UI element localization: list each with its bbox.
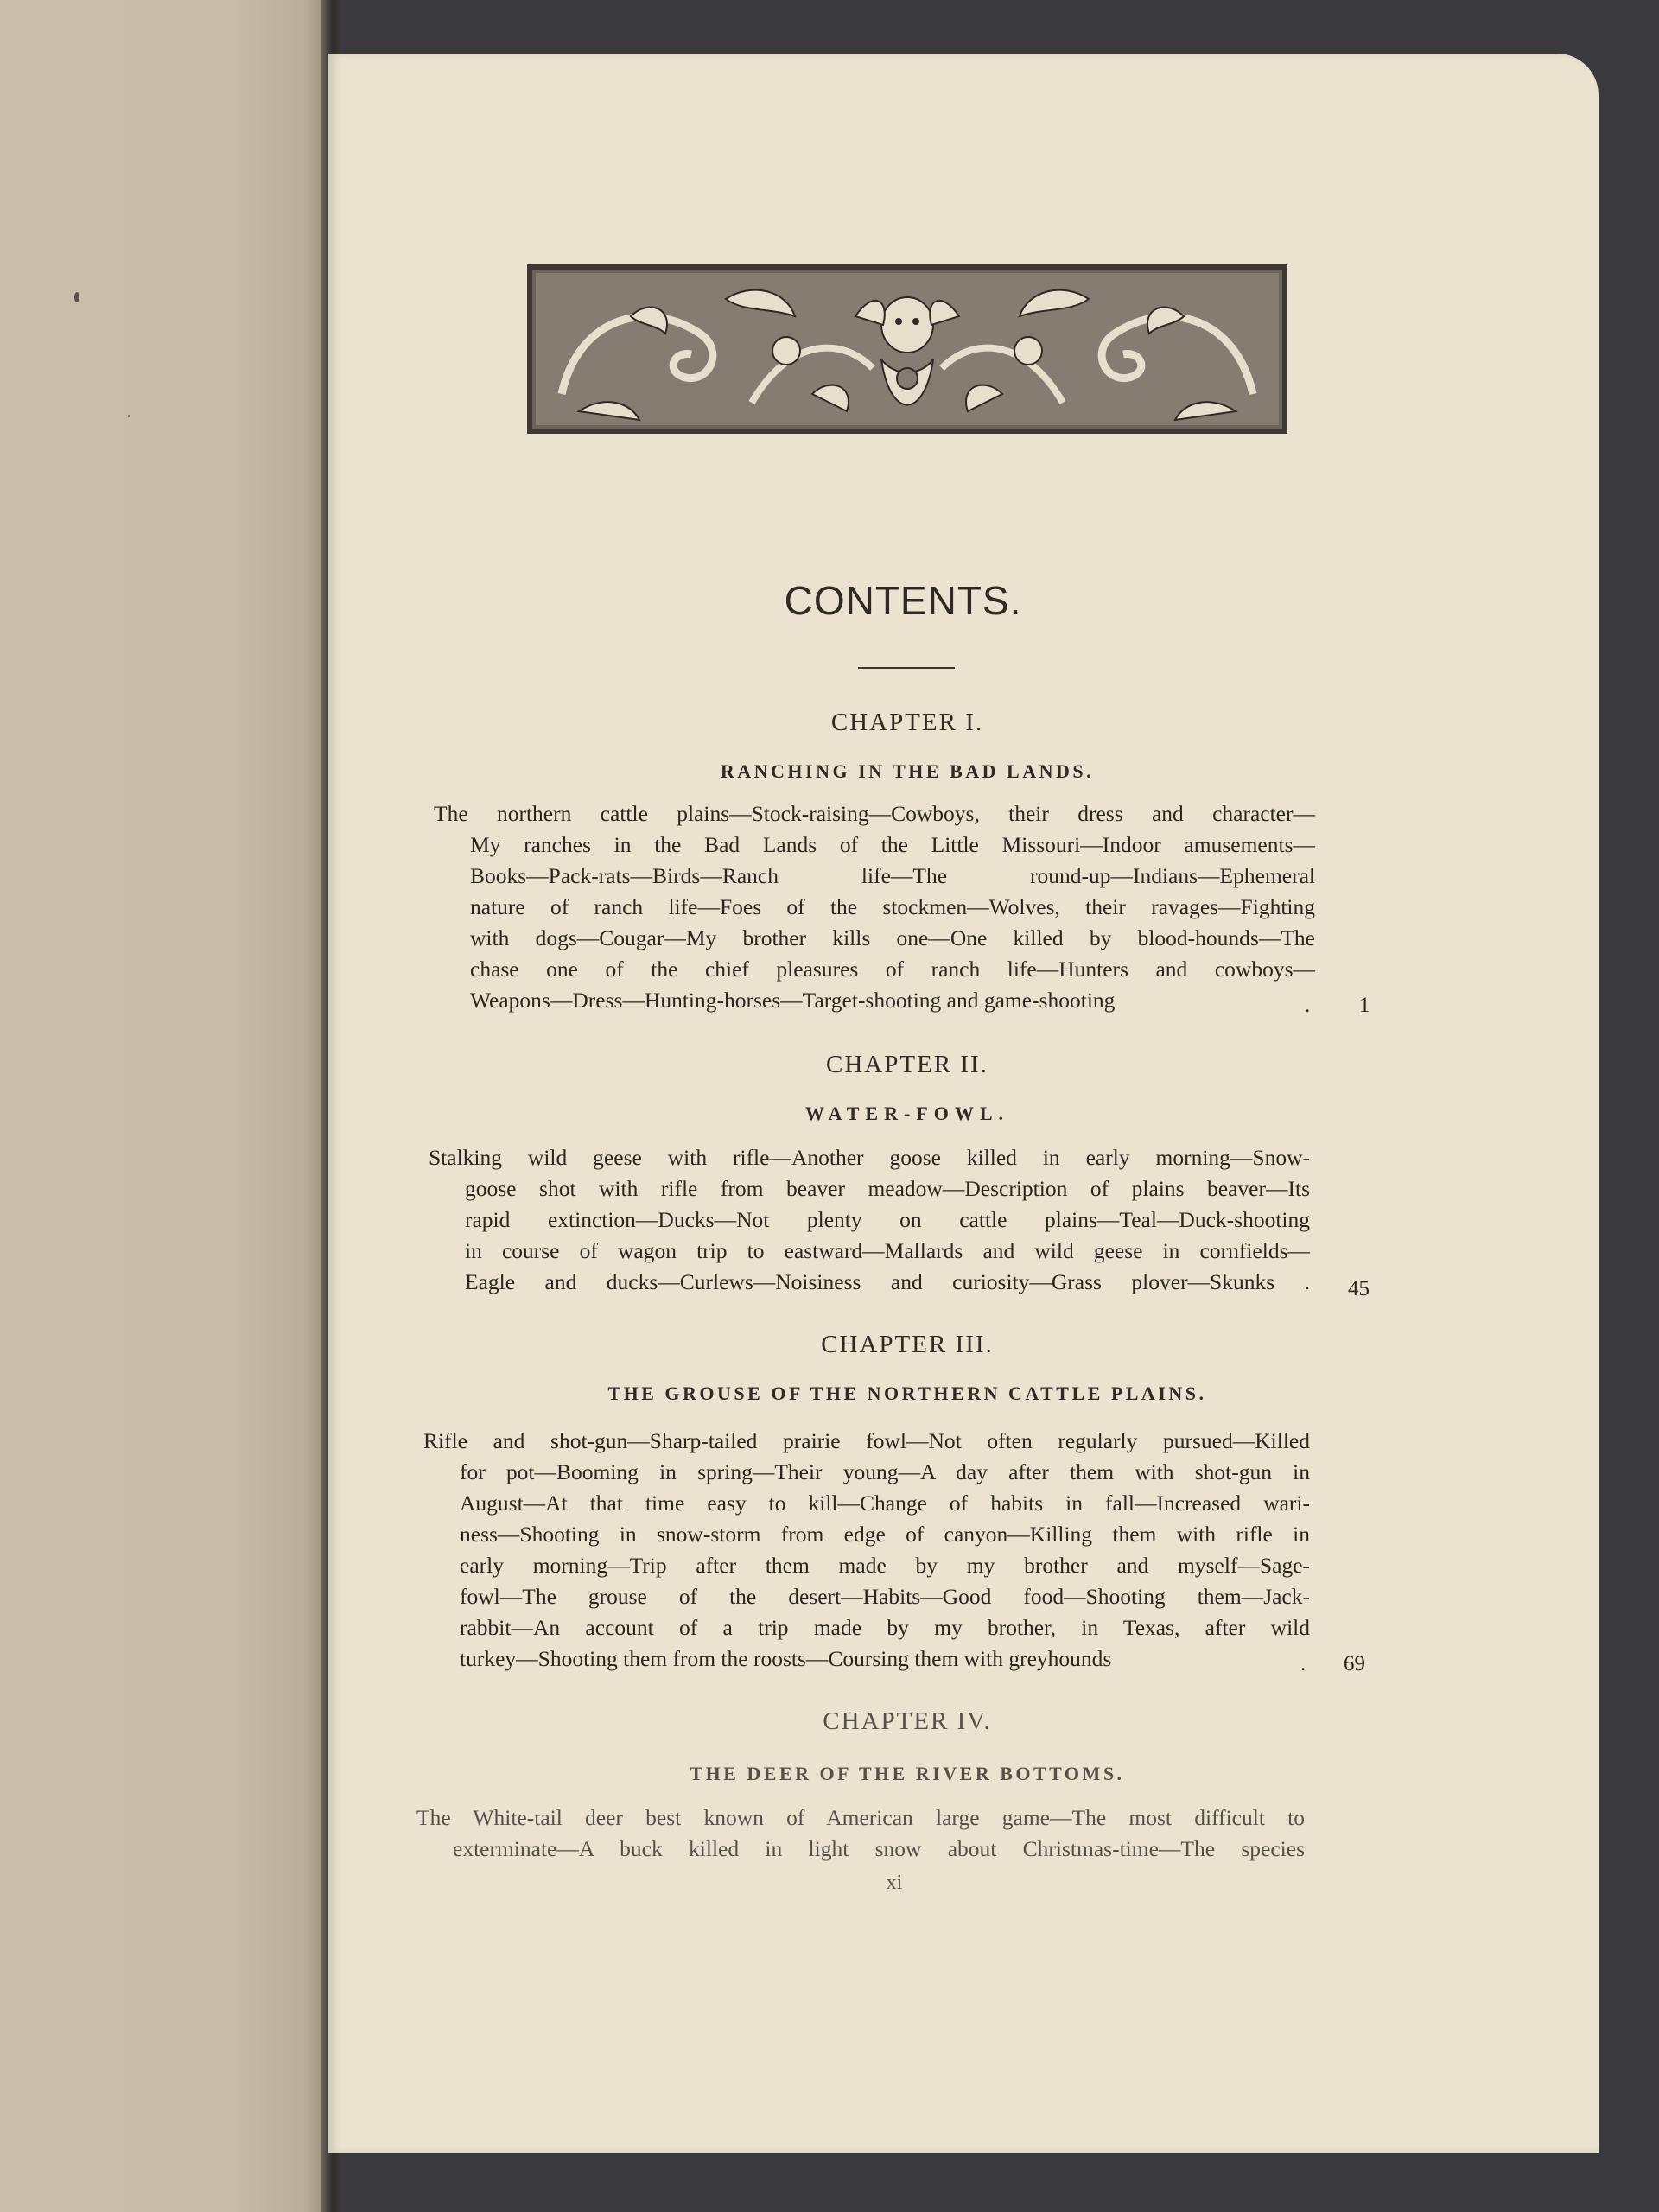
summary-line: turkey—Shooting them from the roosts—Coursing them with greyhounds bbox=[460, 1646, 1112, 1671]
summary-line: rabbit—An account of a trip made by my brother, in Texas, after wild bbox=[460, 1615, 1310, 1640]
summary-line: Books—Pack-rats—Birds—Ranch life—The round-up—Indians—Ephemeral bbox=[470, 863, 1315, 888]
chapter-subtitle: THE GROUSE OF THE NORTHERN CATTLE PLAINS. bbox=[607, 1382, 1207, 1404]
title-rule bbox=[858, 667, 955, 669]
chapter-heading: CHAPTER II. bbox=[826, 1051, 988, 1078]
summary-line: Stalking wild geese with rifle—Another goose killed in early morning—Snow- bbox=[429, 1145, 1310, 1170]
chapter-subtitle: WATER-FOWL. bbox=[804, 1103, 1010, 1124]
summary-line: in course of wagon trip to eastward—Mallards and wild geese in cornfields— bbox=[465, 1238, 1310, 1263]
summary-line: chase one of the chief pleasures of ranch life—Hunters and cowboys— bbox=[470, 957, 1315, 982]
summary-line: nature of ranch life—Foes of the stockmen—Wolves, their ravages—Fighting bbox=[470, 894, 1315, 919]
paper-speck bbox=[74, 292, 79, 302]
contents-title: CONTENTS. bbox=[784, 578, 1022, 623]
summary-line: ness—Shooting in snow-storm from edge of canyon—Killing them with rifle in bbox=[460, 1522, 1310, 1547]
chapter-summary bbox=[423, 1426, 1310, 1675]
summary-line: The northern cattle plains—Stock-raising—Cowboys, their dress and character— bbox=[434, 801, 1315, 826]
summary-line: Rifle and shot-gun—Sharp-tailed prairie fowl—Not often regularly pursued—Killed bbox=[423, 1428, 1310, 1453]
summary-line: with dogs—Cougar—My brother kills one—One killed by blood-hounds—The bbox=[470, 925, 1315, 950]
chapter-subtitle: THE DEER OF THE RIVER BOTTOMS. bbox=[690, 1763, 1125, 1784]
summary-line: The White-tail deer best known of American large game—The most difficult to bbox=[416, 1805, 1305, 1830]
decorative-headpiece bbox=[527, 264, 1287, 434]
summary-line: goose shot with rifle from beaver meadow—Description of plains beaver—Its bbox=[465, 1176, 1310, 1201]
summary-line: for pot—Booming in spring—Their young—A day after them with shot-gun in bbox=[460, 1459, 1310, 1484]
summary-line: August—At that time easy to kill—Change of habits in fall—Increased wari- bbox=[460, 1491, 1310, 1516]
summary-line: Weapons—Dress—Hunting-horses—Target-shooting and game-shooting bbox=[470, 988, 1116, 1013]
summary-line: My ranches in the Bad Lands of the Little Missouri—Indoor amusements— bbox=[470, 832, 1315, 857]
ornament-illustration bbox=[527, 264, 1287, 434]
summary-line: early morning—Trip after them made by my brother and myself—Sage- bbox=[460, 1553, 1310, 1578]
paper-speck bbox=[128, 415, 130, 417]
chapter-page-number: 69 bbox=[1344, 1652, 1365, 1675]
chapter-heading: CHAPTER IV. bbox=[823, 1707, 992, 1735]
chapter-page-number: 1 bbox=[1359, 994, 1370, 1017]
chapter-heading: CHAPTER I. bbox=[830, 709, 984, 736]
left-page bbox=[0, 0, 333, 2212]
chapter-heading: CHAPTER III. bbox=[821, 1331, 994, 1358]
chapter-summary bbox=[429, 1142, 1310, 1298]
summary-line: rapid extinction—Ducks—Not plenty on cattle plains—Teal—Duck-shooting bbox=[465, 1207, 1310, 1232]
chapter-summary bbox=[416, 1802, 1305, 1865]
summary-line: exterminate—A buck killed in light snow about Christmas-time—The species bbox=[453, 1836, 1305, 1861]
chapter-subtitle: RANCHING IN THE BAD LANDS. bbox=[720, 760, 1095, 782]
summary-line: fowl—The grouse of the desert—Habits—Good food—Shooting them—Jack- bbox=[460, 1584, 1310, 1609]
summary-line: Eagle and ducks—Curlews—Noisiness and curiosity—Grass plover—Skunks . bbox=[465, 1269, 1310, 1294]
page-folio: xi bbox=[886, 1872, 903, 1894]
chapter-page-number: 45 bbox=[1348, 1277, 1370, 1300]
chapter-summary bbox=[434, 798, 1315, 1016]
